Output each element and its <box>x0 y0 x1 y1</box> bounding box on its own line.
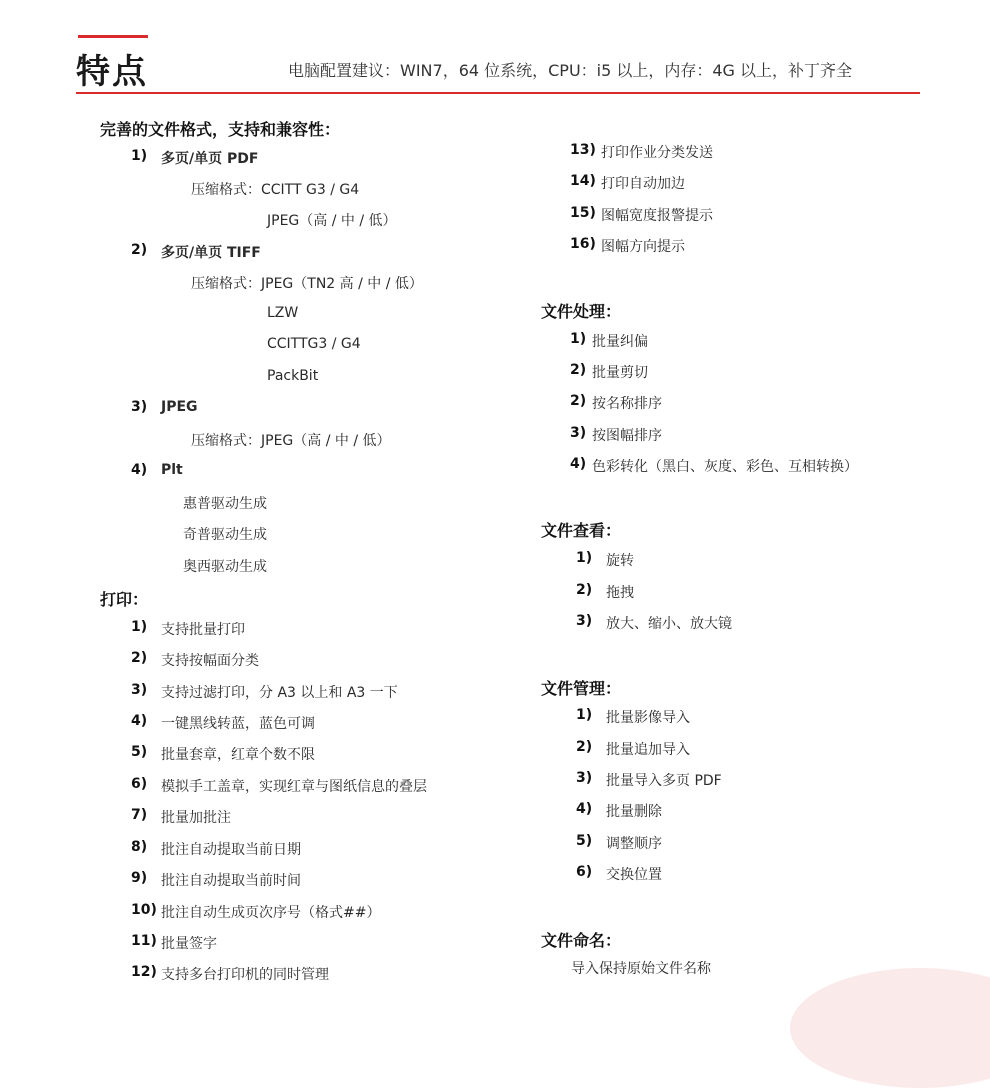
management-item-number: 3) <box>576 770 593 786</box>
management-heading: 文件管理： <box>541 679 622 698</box>
management-item-text: 调整顺序 <box>606 836 662 852</box>
viewing-item-number: 1) <box>576 550 593 566</box>
print-item-text: 支持批量打印 <box>161 622 245 638</box>
pdf-compression: 压缩格式：CCITT G3 / G4 <box>191 182 360 198</box>
print-item-number: 3) <box>131 682 148 698</box>
management-item-text: 交换位置 <box>606 867 662 883</box>
print-item-number: 4) <box>131 713 148 729</box>
print-item-text: 批量套章，红章个数不限 <box>161 747 315 763</box>
naming-text: 导入保持原始文件名称 <box>571 961 711 977</box>
print-item-text: 批量签字 <box>161 936 217 952</box>
format-pdf-label: 多页/单页 PDF <box>161 151 259 167</box>
format-jpeg-label: JPEG <box>161 399 198 415</box>
processing-item-text: 色彩转化（黑白、灰度、彩色、互相转换） <box>592 459 858 475</box>
management-item-text: 批量追加导入 <box>606 742 690 758</box>
tiff-compression: 压缩格式：JPEG（TN2 高 / 中 / 低） <box>191 276 423 292</box>
processing-heading: 文件处理： <box>541 302 622 321</box>
management-item-number: 4) <box>576 801 593 817</box>
management-item-number: 6) <box>576 864 593 880</box>
print-item-text: 打印自动加边 <box>601 176 685 192</box>
viewing-heading: 文件查看： <box>541 521 622 540</box>
processing-item-text: 按图幅排序 <box>592 428 662 444</box>
plt-oce-driver: 奥西驱动生成 <box>183 559 267 575</box>
format-plt-label: Plt <box>161 462 183 478</box>
decorative-arc <box>790 968 990 1088</box>
print-item-text: 模拟手工盖章，实现红章与图纸信息的叠层 <box>161 779 427 795</box>
plt-hp-driver: 惠普驱动生成 <box>183 496 267 512</box>
print-item-text: 图幅方向提示 <box>601 239 685 255</box>
format-number: 2) <box>131 242 148 258</box>
naming-heading: 文件命名： <box>541 931 622 950</box>
print-item-number: 7) <box>131 807 148 823</box>
processing-item-number: 1) <box>570 331 587 347</box>
print-item-number: 14) <box>570 173 596 189</box>
format-number: 1) <box>131 148 148 164</box>
print-item-text: 图幅宽度报警提示 <box>601 208 713 224</box>
print-item-number: 16) <box>570 236 596 252</box>
print-item-number: 2) <box>131 650 148 666</box>
format-number: 4) <box>131 462 148 478</box>
pdf-jpeg-option: JPEG（高 / 中 / 低） <box>267 213 397 229</box>
print-item-number: 13) <box>570 142 596 158</box>
processing-item-text: 批量纠偏 <box>592 334 648 350</box>
management-item-number: 2) <box>576 739 593 755</box>
management-item-text: 批量删除 <box>606 804 662 820</box>
formats-heading: 完善的文件格式，支持和兼容性： <box>100 120 341 139</box>
tiff-lzw-option: LZW <box>267 305 299 321</box>
print-item-text: 支持多台打印机的同时管理 <box>161 967 329 983</box>
management-item-text: 批量影像导入 <box>606 710 690 726</box>
print-item-text: 批注自动生成页次序号（格式##） <box>161 905 381 921</box>
tiff-packbit-option: PackBit <box>267 368 319 384</box>
print-item-number: 6) <box>131 776 148 792</box>
print-item-number: 8) <box>131 839 148 855</box>
viewing-item-text: 旋转 <box>606 553 634 569</box>
format-number: 3) <box>131 399 148 415</box>
format-tiff-label: 多页/单页 TIFF <box>161 245 261 261</box>
processing-item-number: 3) <box>570 425 587 441</box>
print-item-text: 批注自动提取当前日期 <box>161 842 301 858</box>
print-item-number: 5) <box>131 744 148 760</box>
processing-item-number: 2) <box>570 362 587 378</box>
viewing-item-text: 拖拽 <box>606 585 634 601</box>
header-divider <box>76 92 920 94</box>
page-title: 特点 <box>76 52 148 92</box>
processing-item-text: 批量剪切 <box>592 365 648 381</box>
viewing-item-number: 3) <box>576 613 593 629</box>
print-item-text: 批注自动提取当前时间 <box>161 873 301 889</box>
processing-item-number: 2) <box>570 393 587 409</box>
processing-item-number: 4) <box>570 456 587 472</box>
print-item-number: 10) <box>131 902 157 918</box>
title-accent-bar <box>78 35 148 38</box>
print-item-text: 支持按幅面分类 <box>161 653 259 669</box>
management-item-number: 5) <box>576 833 593 849</box>
management-item-number: 1) <box>576 707 593 723</box>
processing-item-text: 按名称排序 <box>592 396 662 412</box>
system-requirements: 电脑配置建议：WIN7，64 位系统，CPU：i5 以上，内存：4G 以上，补丁齐全 <box>288 61 853 80</box>
viewing-item-number: 2) <box>576 582 593 598</box>
jpeg-compression: 压缩格式：JPEG（高 / 中 / 低） <box>191 433 391 449</box>
print-item-text: 打印作业分类发送 <box>601 145 713 161</box>
print-item-text: 支持过滤打印，分 A3 以上和 A3 一下 <box>161 685 398 701</box>
tiff-ccitt-option: CCITTG3 / G4 <box>267 336 361 352</box>
print-item-number: 9) <box>131 870 148 886</box>
viewing-item-text: 放大、缩小、放大镜 <box>606 616 732 632</box>
management-item-text: 批量导入多页 PDF <box>606 773 722 789</box>
print-heading: 打印： <box>100 590 149 609</box>
print-item-number: 15) <box>570 205 596 221</box>
print-item-text: 批量加批注 <box>161 810 231 826</box>
print-item-number: 11) <box>131 933 157 949</box>
print-item-number: 12) <box>131 964 157 980</box>
plt-qp-driver: 奇普驱动生成 <box>183 527 267 543</box>
print-item-text: 一键黑线转蓝，蓝色可调 <box>161 716 315 732</box>
print-item-number: 1) <box>131 619 148 635</box>
